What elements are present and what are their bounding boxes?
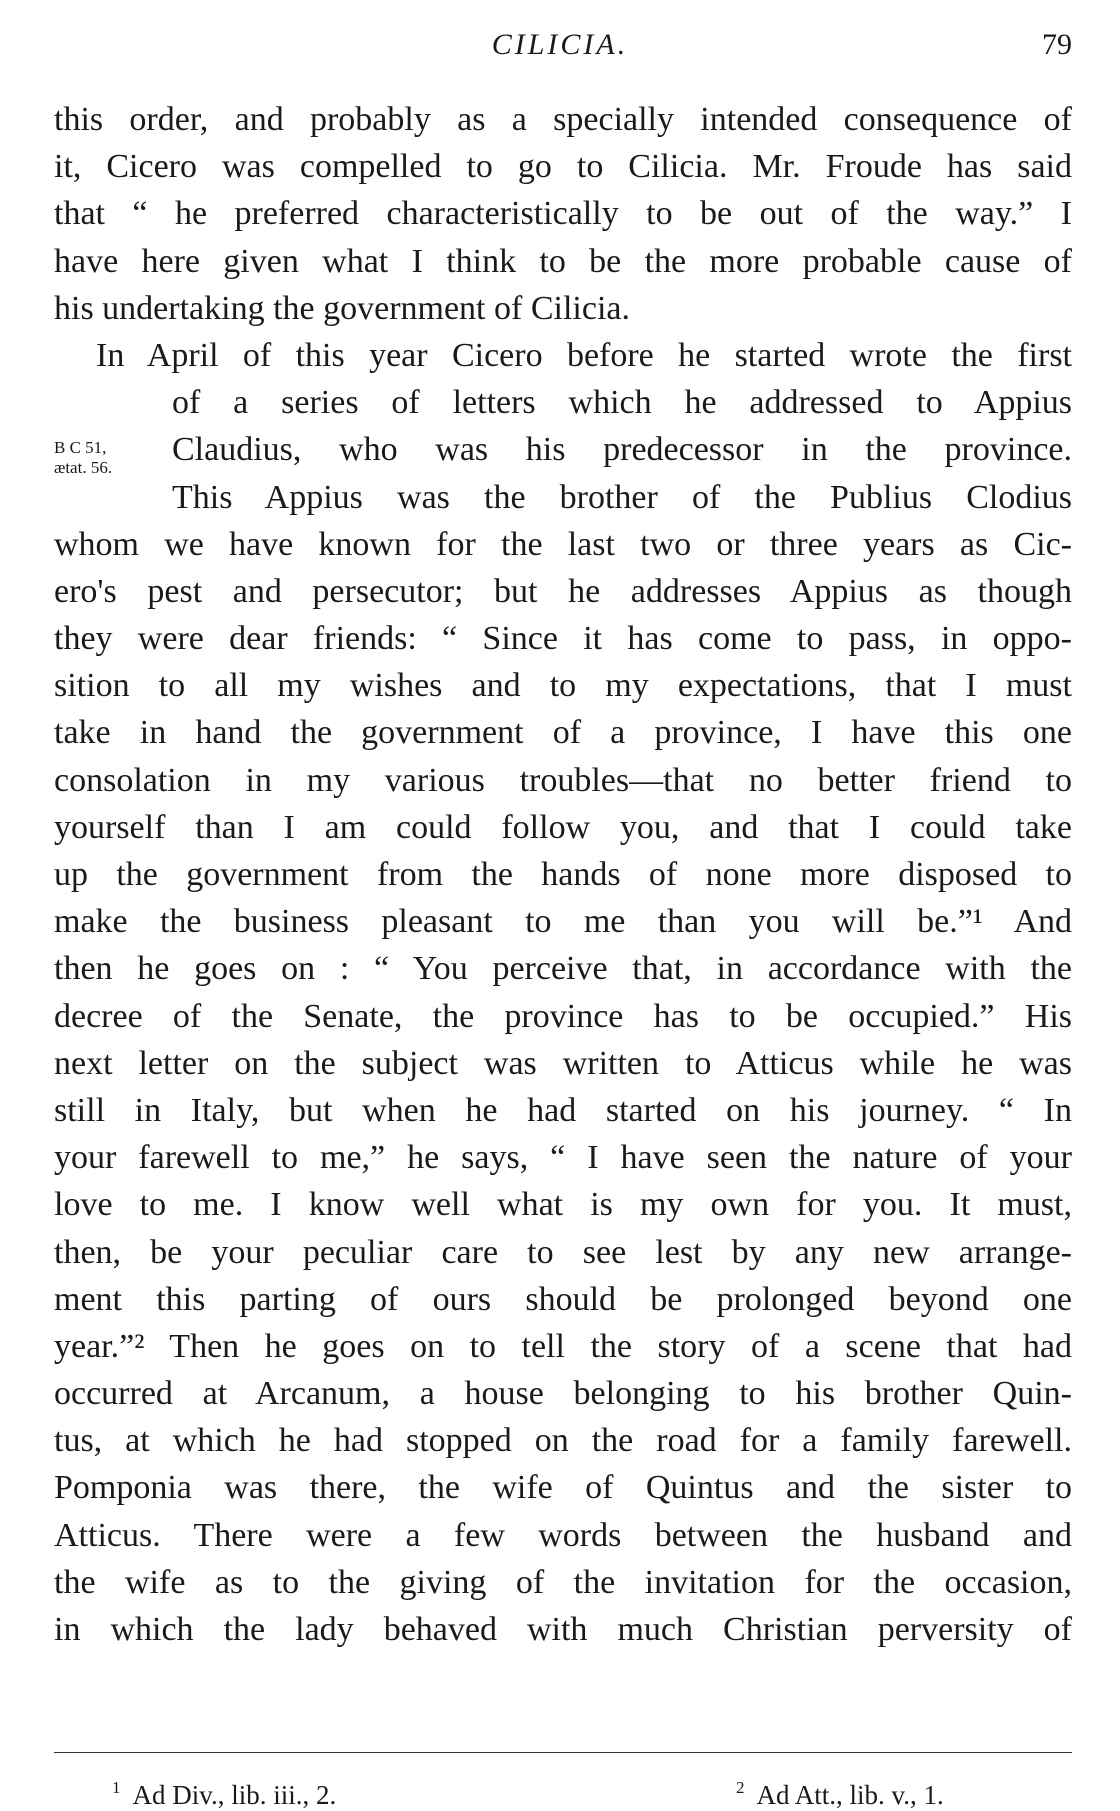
footnote-1-text: Ad Div., lib. iii., 2. bbox=[132, 1780, 337, 1810]
text-line: then he goes on : “ You perceive that, in accordance with the bbox=[54, 950, 1072, 988]
text-line: it, Cicero was compelled to go to Cilicia. Mr. Froude has said bbox=[54, 148, 1072, 186]
text-line: then, be your peculiar care to see lest by any new arrange- bbox=[54, 1233, 1072, 1271]
footnote-2-text: Ad Att., lib. v., 1. bbox=[756, 1780, 944, 1810]
footnote-2-mark: 2 bbox=[736, 1778, 745, 1797]
text-line: yourself than I am could follow you, and that I could take bbox=[54, 808, 1072, 846]
text-line: have here given what I think to be the more probable cause of bbox=[54, 242, 1072, 280]
text-line: his undertaking the government of Cilicia. bbox=[54, 289, 630, 327]
text-line: sition to all my wishes and to my expectations, that I must bbox=[54, 667, 1072, 705]
text-line: your farewell to me,” he says, “ I have seen the nature of your bbox=[54, 1139, 1072, 1177]
margin-note-year: B C 51, bbox=[54, 438, 107, 457]
text-line: they were dear friends: “ Since it has come to pass, in oppo- bbox=[54, 620, 1072, 658]
text-line: make the business pleasant to me than you will be.”¹ And bbox=[54, 903, 1072, 941]
margin-note-age: ætat. 56. bbox=[54, 458, 113, 477]
text-line: tus, at which he had stopped on the road for a family farewell. bbox=[54, 1422, 1072, 1460]
body-text bbox=[54, 96, 1072, 1653]
footnote-rule bbox=[54, 1752, 1072, 1753]
text-line: of a series of letters which he addressed to Appius bbox=[172, 384, 1072, 422]
text-line: ero's pest and persecutor; but he addresses Appius as though bbox=[54, 572, 1072, 610]
text-line: whom we have known for the last two or three years as Cic- bbox=[54, 525, 1072, 563]
text-line: Atticus. There were a few words between the husband and bbox=[54, 1516, 1072, 1554]
text-line: consolation in my various troubles—that no better friend to bbox=[54, 761, 1072, 799]
page-number: 79 bbox=[1042, 28, 1072, 61]
text-line: year.”² Then he goes on to tell the story of a scene that had bbox=[54, 1327, 1072, 1365]
running-title: CILICIA. bbox=[491, 28, 629, 61]
text-line: in which the lady behaved with much Christian perversity of bbox=[54, 1611, 1072, 1648]
text-line: this order, and probably as a specially intended consequence of bbox=[54, 101, 1072, 138]
text-line: occurred at Arcanum, a house belonging to his brother Quin- bbox=[54, 1375, 1072, 1413]
footnote-2 bbox=[736, 1778, 944, 1811]
text-line: take in hand the government of a province, I have this one bbox=[54, 714, 1072, 752]
text-line: This Appius was the brother of the Publius Clodius bbox=[172, 478, 1072, 516]
text-line: ment this parting of ours should be prolonged beyond one bbox=[54, 1280, 1072, 1318]
text-line: the wife as to the giving of the invitation for the occasion, bbox=[54, 1563, 1072, 1601]
text-line: up the government from the hands of none more disposed to bbox=[54, 856, 1072, 893]
text-line: still in Italy, but when he had started on his journey. “ In bbox=[54, 1091, 1072, 1129]
text-line: Claudius, who was his predecessor in the province. bbox=[172, 431, 1072, 469]
text-line: next letter on the subject was written to Atticus while he was bbox=[54, 1044, 1072, 1082]
footnote-1-mark: 1 bbox=[112, 1778, 121, 1797]
text-line: Pomponia was there, the wife of Quintus and the sister to bbox=[54, 1469, 1072, 1507]
text-line: decree of the Senate, the province has to be occupied.” His bbox=[54, 997, 1072, 1035]
text-line: In April of this year Cicero before he started wrote the first bbox=[96, 336, 1072, 374]
text-line: love to me. I know well what is my own for you. It must, bbox=[54, 1186, 1072, 1224]
footnote-1 bbox=[112, 1778, 336, 1811]
text-line: that “ he preferred characteristically to be out of the way.” I bbox=[54, 195, 1072, 233]
